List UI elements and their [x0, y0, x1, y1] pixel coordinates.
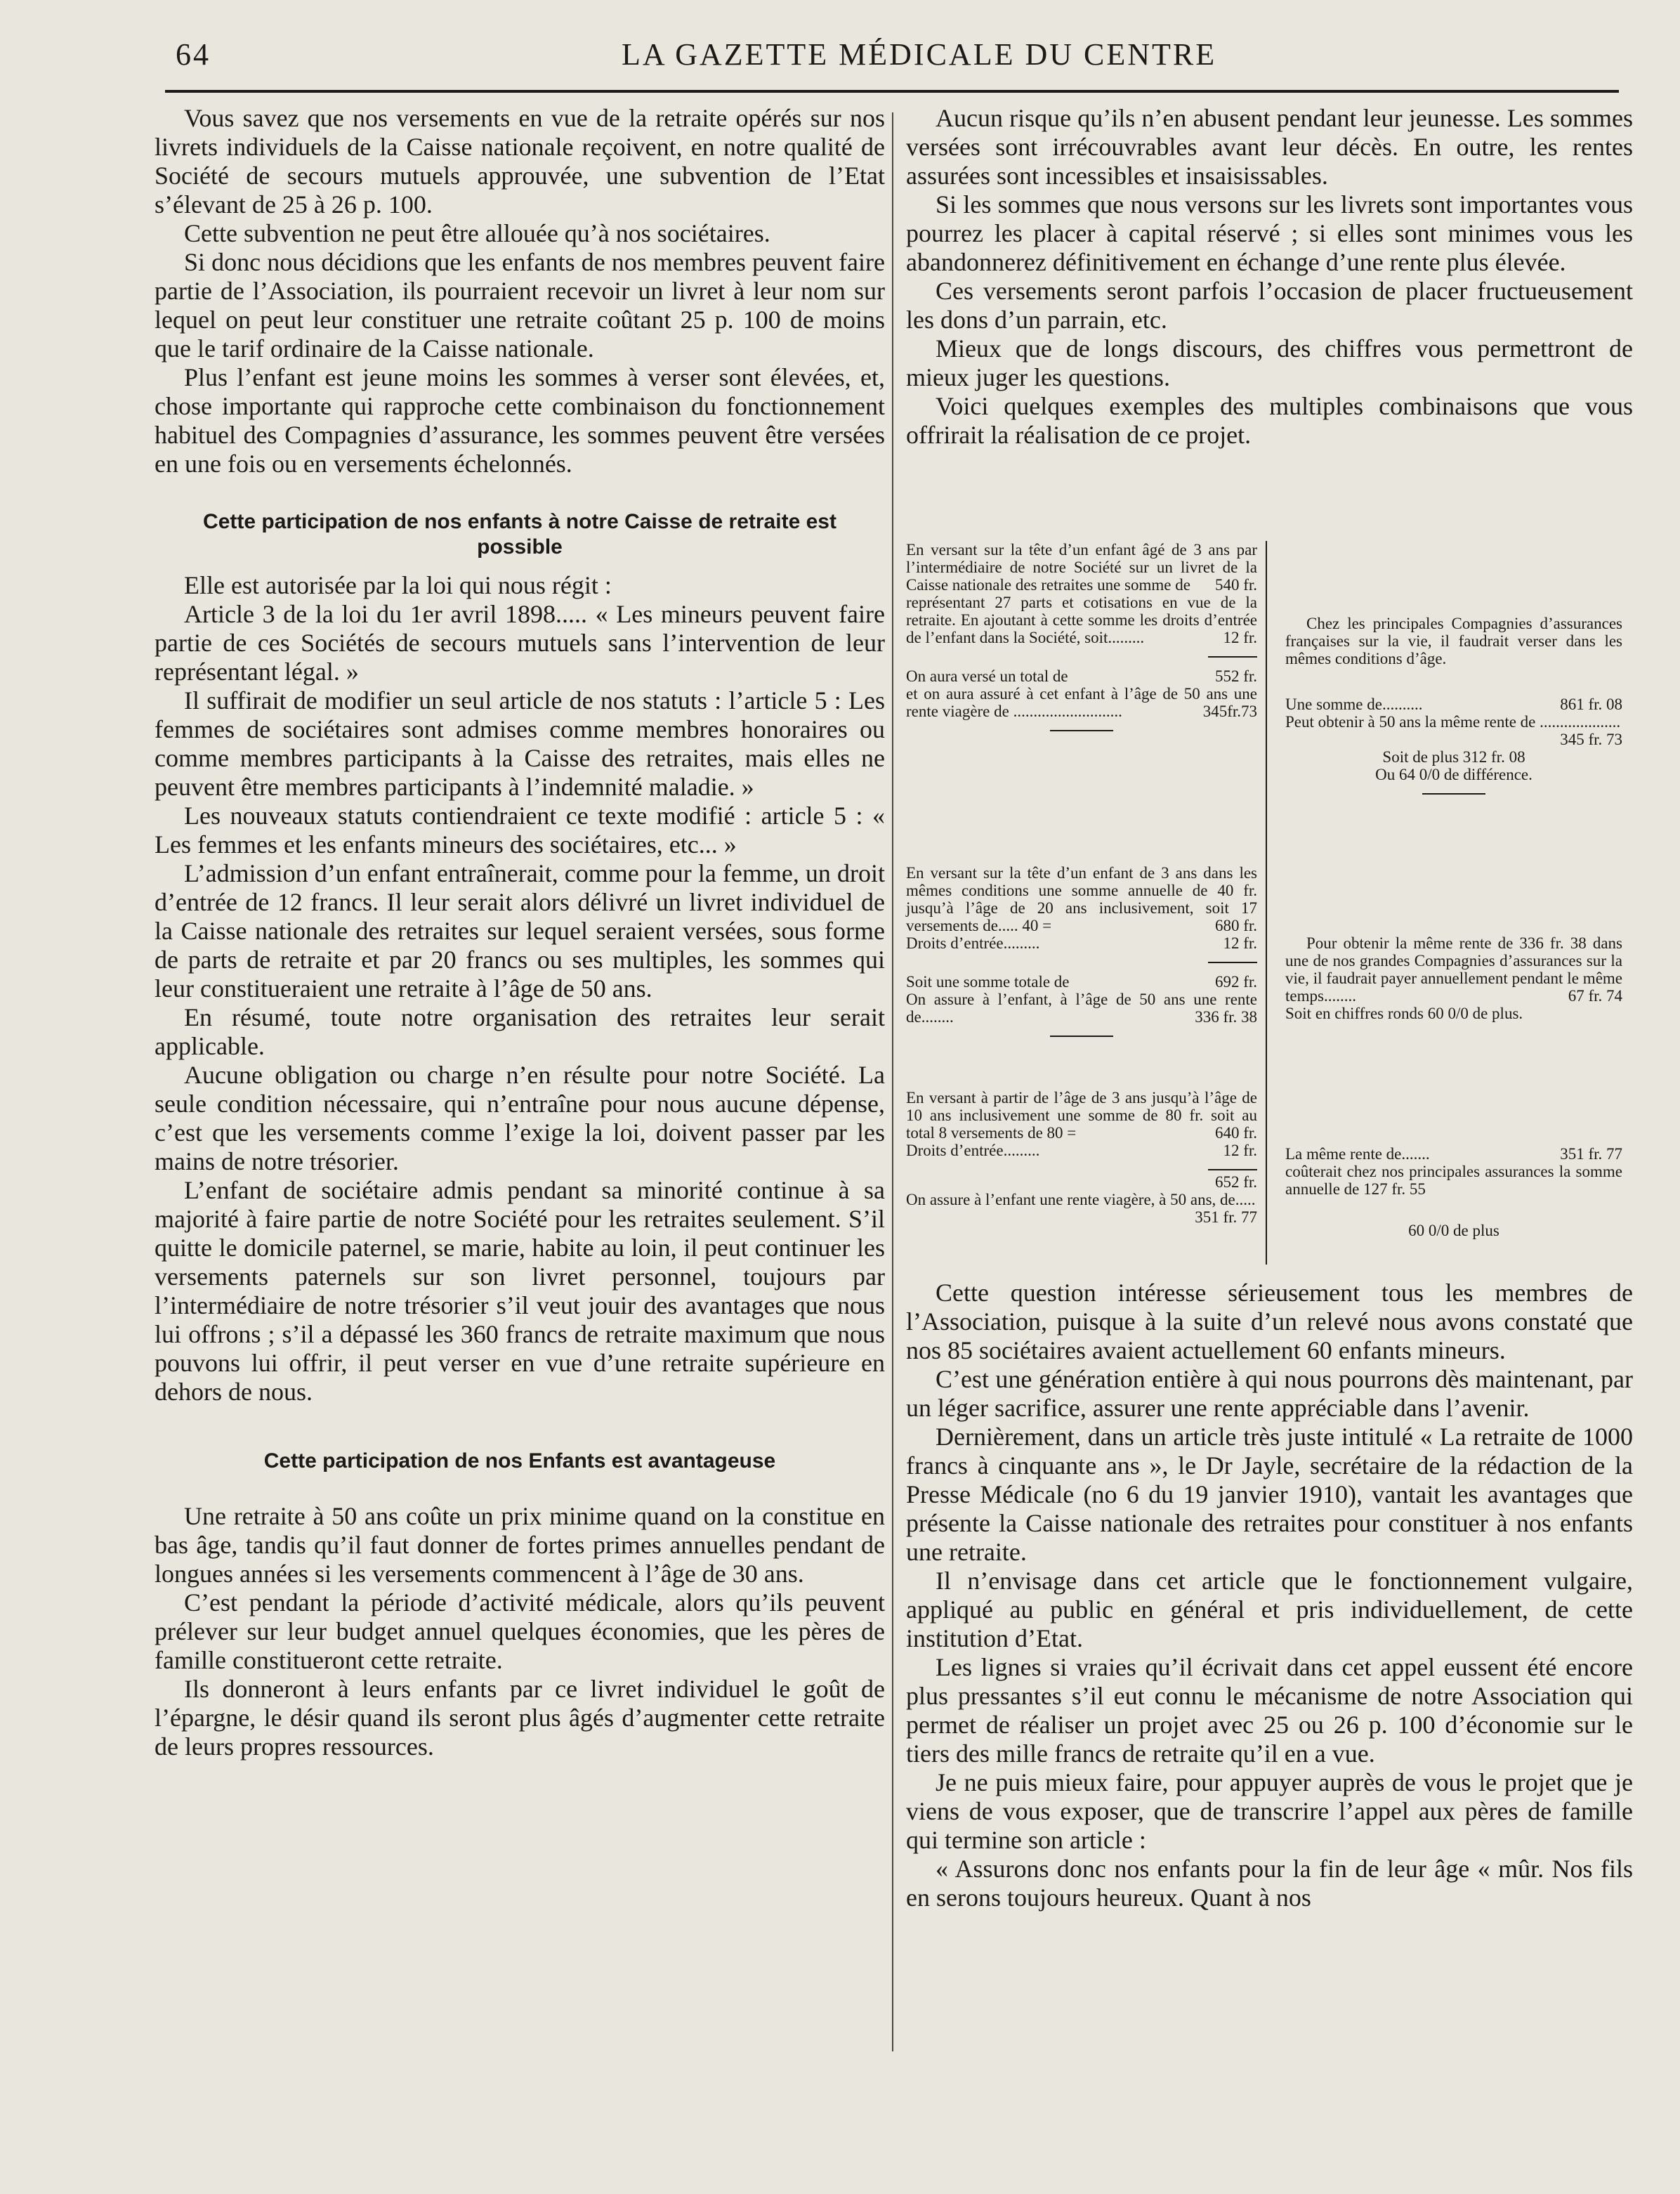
paragraph: Aucune obligation ou charge n’en résulte pour notre Société. La seule condition nécessaire, qui n’entraîne pour nous aucune dépense, c’est que les versements comme l’exige la loi, doivent passer par les mains de notre trésorier. [155, 1061, 885, 1175]
table-block [1285, 1145, 1622, 1239]
paragraph: Cette question intéresse sérieusement tous les membres de l’Association, puisque à la suite d’un relevé nous avons constaté que nos 85 sociétaires avaient actuellement 60 enfants mineurs. [906, 1279, 1633, 1364]
table-text: et on aura assuré à cet enfant à l’âge de 50 ans une rente viagère de ........................... [906, 685, 1257, 720]
comparison-table [906, 541, 1633, 1265]
paragraph: Vous savez que nos versements en vue de la retraite opérés sur nos livrets individuels de la Caisse nationale reçoivent, en notre qualité de Société de secours mutuels approuvée, une subvention de l’Etat s’élevant de 25 à 26 p. 100. [155, 104, 885, 218]
table-amount: 336 fr. 38 [1195, 1008, 1257, 1026]
paragraph: En résumé, toute notre organisation des retraites leur serait applicable. [155, 1003, 885, 1060]
table-amount: 345fr.73 [1202, 703, 1257, 720]
table-text: Droits d’entrée......... [906, 1142, 1040, 1159]
table-amount: 12 fr. [1223, 629, 1257, 646]
section-heading: Cette participation de nos enfants à notre Caisse de retraite est possible [203, 510, 836, 559]
short-rule [1208, 1169, 1257, 1170]
paragraph: Voici quelques exemples des multiples combinaisons que vous offrirait la réalisation de ce projet. [906, 392, 1633, 449]
paragraph: Si donc nous décidions que les enfants de nos membres peuvent faire partie de l’Association, ils pourraient recevoir un livret à leur nom sur lequel on peut leur constituer une retraite coûtant 25 p. 100 de moins que le tarif ordinaire de la Caisse nationale. [155, 248, 885, 363]
table-block [906, 864, 1257, 1047]
paragraph: Article 3 de la loi du 1er avril 1898..... « Les mineurs peuvent faire partie de ces Sociétés de secours mutuels sans l’intervention de leur représentant légal. » [155, 600, 885, 686]
table-text: En versant sur la tête d’un enfant de 3 ans dans les mêmes conditions une somme annuelle de 40 fr. jusqu’à l’âge de 20 ans inclusivement, soit 17 versements de..... 40 = [906, 864, 1257, 934]
paragraph: Il suffirait de modifier un seul article de nos statuts : l’article 5 : Les femmes de sociétaires sont admises comme membres honoraires ou comme membres participants à la Caisse des retraites, mais elles ne peuvent être membres participants à l’indemnité maladie. » [155, 686, 885, 801]
table-text: La même rente de....... [1285, 1145, 1430, 1163]
table-text: représentant 27 parts et cotisations en vue de la retraite. En ajoutant à cette somme les droits d’entrée de l’enfant dans la Société, soit......... [906, 594, 1257, 646]
paragraph: Mieux que de longs discours, des chiffres vous permettront de mieux juger les questions. [906, 334, 1633, 391]
table-amount: 351 fr. 77 [1560, 1145, 1622, 1163]
paragraph: Une retraite à 50 ans coûte un prix minime quand on la constitue en bas âge, tandis qu’il faut donner de fortes primes annuelles pendant de longues années si les versements commencent à l’âge de 30 ans. [155, 1502, 885, 1588]
table-amount: 640 fr. [1214, 1124, 1257, 1142]
table-amount: 552 fr. [1214, 667, 1257, 685]
table-text: En versant sur la tête d’un enfant âgé de 3 ans par l’intermédiaire de notre Société sur un livret de la Caisse nationale des retraites une somme de [906, 541, 1257, 594]
table-text: On assure à l’enfant, à l’âge de 50 ans une rente de........ [906, 991, 1257, 1026]
paragraph: C’est une génération entière à qui nous pourrons dès maintenant, par un léger sacrifice, assurer une rente appréciable dans l’avenir. [906, 1365, 1633, 1422]
short-rule [1050, 1036, 1113, 1037]
left-column [155, 104, 885, 1761]
table-divider [1266, 541, 1267, 1265]
table-block [1285, 934, 1622, 1022]
table-block [906, 1089, 1257, 1226]
paragraph: Elle est autorisée par la loi qui nous régit : [184, 571, 612, 599]
table-text: En versant à partir de l’âge de 3 ans jusqu’à l’âge de 10 ans inclusivement une somme de 80 fr. soit au total 8 versements de 80 = [906, 1089, 1257, 1142]
table-text: 60 0/0 de plus [1408, 1222, 1499, 1239]
paragraph: Plus l’enfant est jeune moins les sommes à verser sont élevées, et, chose importante qui rapproche cette combinaison du fonctionnement habituel des Compagnies d’assurance, les sommes peuvent être versées en une fois ou en versements échelonnés. [155, 363, 885, 478]
paragraph: Cette subvention ne peut être allouée qu’à nos sociétaires. [184, 219, 770, 247]
table-amount: 540 fr. [1214, 576, 1257, 594]
table-amount: 345 fr. 73 [1560, 731, 1622, 748]
short-rule [1208, 656, 1257, 658]
table-text: Soit en chiffres ronds 60 0/0 de plus. [1285, 1005, 1523, 1022]
table-amount: 861 fr. 08 [1560, 696, 1622, 713]
publication-title: LA GAZETTE MÉDICALE DU CENTRE [622, 37, 1217, 72]
paragraph: Les lignes si vraies qu’il écrivait dans cet appel eussent été encore plus pressantes s’il eut connu le mécanisme de notre Association qui permet de réaliser un projet avec 25 ou 26 p. 100 d’économie sur le tiers des mille francs de retraite qu’il en a vue. [906, 1653, 1633, 1768]
section-heading: Cette participation de nos Enfants est avantageuse [263, 1449, 776, 1473]
right-column-bottom [906, 1279, 1633, 1912]
table-amount: 12 fr. [1223, 1142, 1257, 1159]
table-amount: 12 fr. [1223, 934, 1257, 952]
table-amount: 680 fr. [1214, 917, 1257, 934]
table-text: Soit de plus 312 fr. 08 [1382, 748, 1525, 766]
table-text: On assure à l’enfant une rente viagère, à 50 ans, de..... [906, 1191, 1256, 1208]
header-rule [165, 90, 1619, 93]
table-amount: 692 fr. [1214, 973, 1257, 991]
paragraph: Ces versements seront parfois l’occasion de placer fructueusement les dons d’un parrain, etc. [906, 277, 1633, 334]
table-amount: 67 fr. 74 [1568, 987, 1622, 1005]
table-text: Droits d’entrée......... [906, 934, 1040, 952]
page-header [165, 28, 1619, 77]
paragraph: L’enfant de sociétaire admis pendant sa minorité continue à sa majorité à faire partie de notre Société pour les retraites seulement. S’il quitte le domicile paternel, se marie, habite au loin, il peut continuer les versements paternels sur son livret personnel, toujours par l’intermédiaire de notre trésorier s’il veut jouir des avantages que nous lui offrons ; s’il a dépassé les 360 francs de retraite maximum que nous pouvons lui offrir, il peut verser en vue d’une retraite supérieure en dehors de nous. [155, 1176, 885, 1406]
table-block [906, 541, 1257, 741]
table-text: On aura versé un total de [906, 667, 1068, 685]
table-text: coûterait chez nos principales assurances la somme annuelle de 127 fr. 55 [1285, 1163, 1622, 1198]
table-text: Peut obtenir à 50 ans la même rente de .................... [1285, 713, 1621, 731]
table-text: Chez les principales Compagnies d’assurances françaises sur la vie, il faudrait verser dans les mêmes conditions d’âge. [1285, 615, 1622, 667]
right-column-top [906, 104, 1633, 450]
column-divider [892, 112, 893, 2051]
table-text: Pour obtenir la même rente de 336 fr. 38 dans une de nos grandes Compagnies d’assurances sur la vie, il faudrait payer annuellement pendant le même temps........ [1285, 934, 1622, 1005]
paragraph: « Assurons donc nos enfants pour la fin de leur âge « mûr. Nos fils en serons toujours heureux. Quant à nos [906, 1855, 1633, 1912]
paragraph: Les nouveaux statuts contiendraient ce texte modifié : article 5 : « Les femmes et les enfants mineurs des sociétaires, etc... » [155, 802, 885, 858]
short-rule [1422, 793, 1485, 795]
table-text: Soit une somme totale de [906, 973, 1070, 991]
short-rule [1050, 730, 1113, 731]
paragraph: L’admission d’un enfant entraînerait, comme pour la femme, un droit d’entrée de 12 francs. Il leur serait alors délivré un livret individuel de la Caisse nationale des retraites sur lequel seraient versées, sous forme de parts de retraite et par 20 francs ou ses multiples, les sommes qui leur constitueraient une retraite à l’âge de 50 ans. [155, 859, 885, 1003]
paragraph: C’est pendant la période d’activité médicale, alors qu’ils peuvent prélever sur leur budget annuel quelques économies, que les pères de famille constitueront cette retraite. [155, 1588, 885, 1674]
table-amount: 351 fr. 77 [1195, 1208, 1257, 1226]
paragraph: Ils donneront à leurs enfants par ce livret individuel le goût de l’épargne, le désir quand ils seront plus âgés d’augmenter cette retraite de leurs propres ressources. [155, 1675, 885, 1761]
table-block [1285, 615, 1622, 804]
paragraph: Dernièrement, dans un article très juste intitulé « La retraite de 1000 francs à cinquante ans », le Dr Jayle, secrétaire de la rédaction de la Presse Médicale (no 6 du 19 janvier 1910), vantait les avantages que présente la Caisse nationale des retraites pour constituer à nos enfants une retraite. [906, 1423, 1633, 1566]
short-rule [1208, 962, 1257, 963]
table-text: Une somme de.......... [1285, 696, 1423, 713]
paragraph: Il n’envisage dans cet article que le fonctionnement vulgaire, appliqué au public en général et pris individuellement, de cette institution d’Etat. [906, 1567, 1633, 1652]
paragraph: Si les sommes que nous versons sur les livrets sont importantes vous pourrez les placer à capital réservé ; si elles sont minimes vous les abandonnerez définitivement en échange d’une rente plus élevée. [906, 190, 1633, 276]
table-text: Ou 64 0/0 de différence. [1375, 766, 1533, 783]
paragraph: Je ne puis mieux faire, pour appuyer auprès de vous le projet que je viens de vous exposer, que de transcrire l’appel aux pères de famille qui termine son article : [906, 1768, 1633, 1854]
page-number: 64 [176, 37, 211, 72]
table-amount: 652 fr. [1214, 1173, 1257, 1191]
paragraph: Aucun risque qu’ils n’en abusent pendant leur jeunesse. Les sommes versées sont irrécouvrables avant leur décès. En outre, les rentes assurées sont incessibles et insaisissables. [906, 104, 1633, 190]
